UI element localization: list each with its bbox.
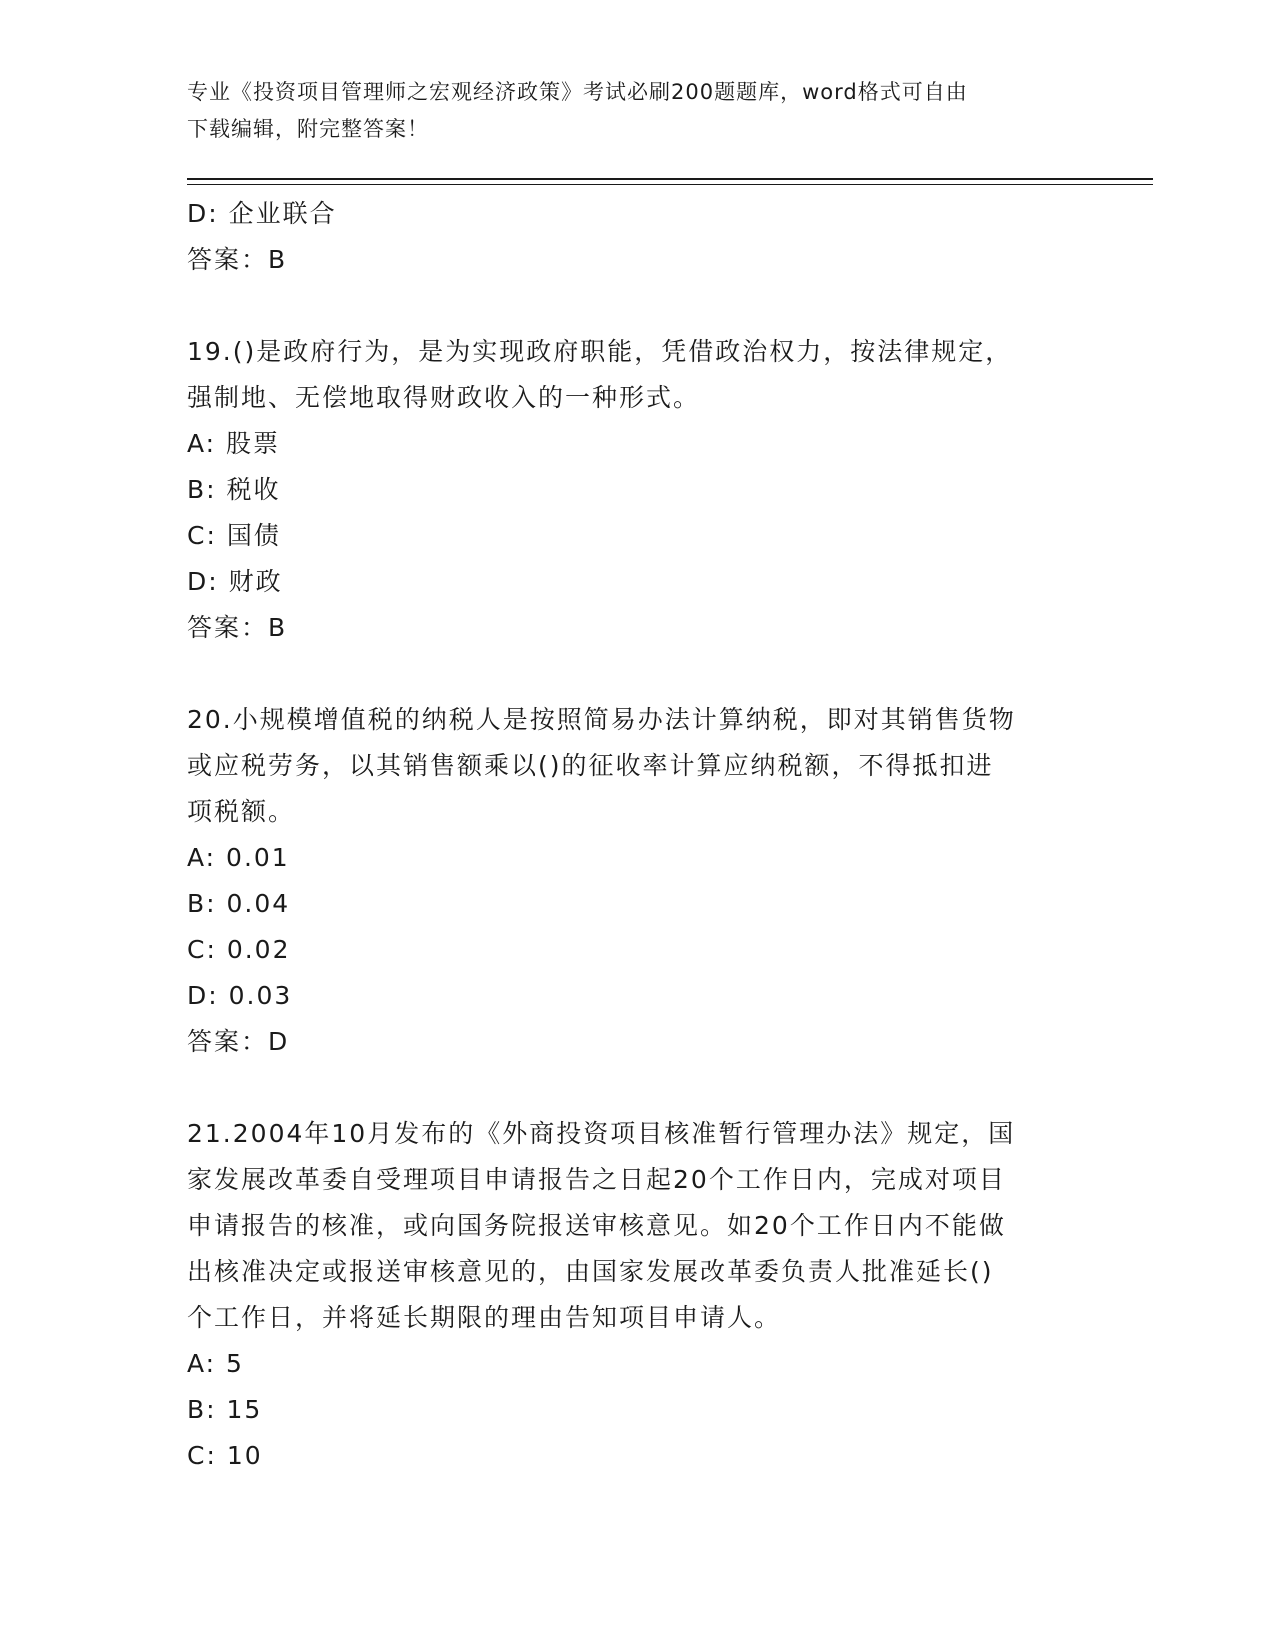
header-divider-thin — [187, 184, 1153, 185]
option-b: B: 税收 — [187, 475, 281, 504]
answer: 答案：B — [187, 613, 288, 642]
answer: 答案：B — [187, 245, 288, 274]
header-line-1: 专业《投资项目管理师之宏观经济政策》考试必刷200题题库，word格式可自由 — [187, 80, 968, 104]
question-line: 或应税劳务，以其销售额乘以()的征收率计算应纳税额，不得抵扣进 — [187, 751, 994, 780]
page-header — [187, 74, 1067, 148]
option-c: C: 10 — [187, 1441, 263, 1470]
header-divider-thick — [187, 178, 1153, 180]
question-text — [187, 697, 1087, 835]
option-c: C: 0.02 — [187, 935, 291, 964]
option-b: B: 0.04 — [187, 889, 291, 918]
document-body — [187, 191, 1087, 1479]
question-line: 个工作日，并将延长期限的理由告知项目申请人。 — [187, 1303, 782, 1332]
question-line: 20.小规模增值税的纳税人是按照简易办法计算纳税，即对其销售货物 — [187, 705, 1016, 734]
question-text — [187, 329, 1087, 421]
question-line: 19.()是政府行为，是为实现政府职能，凭借政治权力，按法律规定， — [187, 337, 1013, 366]
answer: 答案：D — [187, 1027, 290, 1056]
question-19 — [187, 329, 1087, 651]
option-d: D: 0.03 — [187, 981, 293, 1010]
option-b: B: 15 — [187, 1395, 263, 1424]
question-line: 项税额。 — [187, 797, 296, 826]
question-line: 21.2004年10月发布的《外商投资项目核准暂行管理办法》规定，国 — [187, 1119, 1016, 1148]
question-20 — [187, 697, 1087, 1065]
option-d: D: 财政 — [187, 567, 283, 596]
question-line: 家发展改革委自受理项目申请报告之日起20个工作日内，完成对项目 — [187, 1165, 1006, 1194]
header-line-2: 下载编辑，附完整答案！ — [187, 117, 429, 141]
question-21 — [187, 1111, 1087, 1479]
previous-question-tail — [187, 191, 1087, 283]
option-a: A: 0.01 — [187, 843, 290, 872]
option-a: A: 5 — [187, 1349, 244, 1378]
question-line: 出核准决定或报送审核意见的，由国家发展改革委负责人批准延长() — [187, 1257, 994, 1286]
option-d: D: 企业联合 — [187, 199, 337, 228]
question-line: 申请报告的核准，或向国务院报送审核意见。如20个工作日内不能做 — [187, 1211, 1006, 1240]
question-text — [187, 1111, 1087, 1341]
option-a: A: 股票 — [187, 429, 281, 458]
question-line: 强制地、无偿地取得财政收入的一种形式。 — [187, 383, 701, 412]
option-c: C: 国债 — [187, 521, 281, 550]
